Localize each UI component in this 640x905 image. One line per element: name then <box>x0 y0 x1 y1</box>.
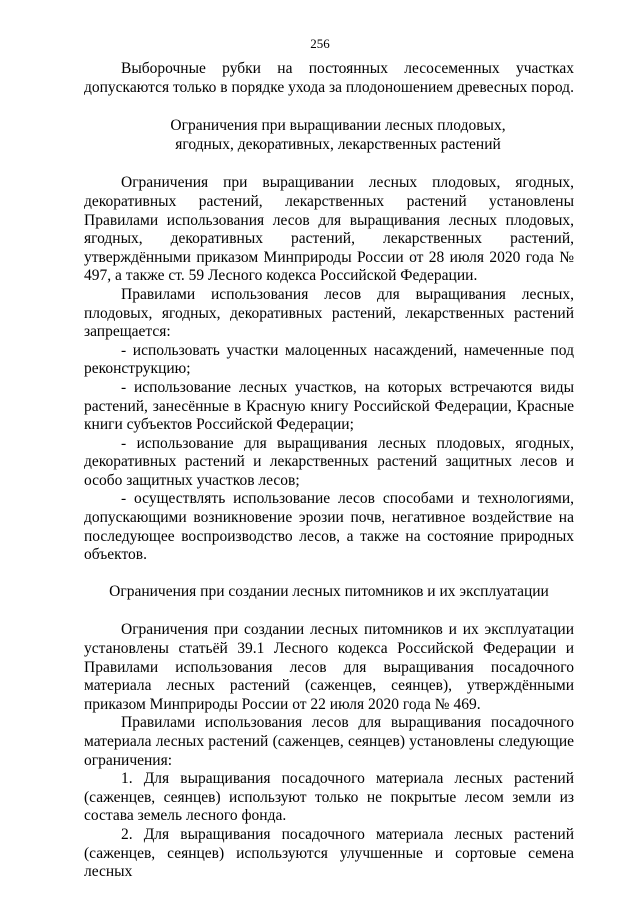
section-heading-nurseries: Ограничения при создании лесных питомников и их эксплуатации <box>109 582 549 600</box>
page-number: 256 <box>310 36 330 51</box>
paragraph: Правилами использования лесов для выращивания лесных, плодовых, ягодных, декоративных растений, лекарственных растений запрещается: <box>84 285 574 341</box>
list-item: - использование лесных участков, на которых встречаются виды растений, занесённые в Красную книгу Российской Федерации, Красные книги субъектов Российской Федерации; <box>84 378 574 434</box>
spacer <box>84 601 574 621</box>
paragraph: Ограничения при выращивании лесных плодовых, ягодных, декоративных растений, лекарственных растений установлены Правилами использования лесов для выращивания лесных плодовых, ягодных, декоративных растений, лекарственных растений, утверждёнными приказом Минприроды России от 28 июля 2020 года № 497, а также ст. 59 Лесного кодекса Российской Федерации. <box>84 174 574 285</box>
spacer <box>84 154 574 174</box>
document-body <box>84 60 574 882</box>
paragraph: Ограничения при создании лесных питомников и их эксплуатации установлены статьёй 39.1 Лесного кодекса Российской Федерации и Правилами использования лесов для выращивания посадочного материала лесных растений (саженцев, сеянцев), утверждёнными приказом Минприроды России от 22 июля 2020 года № 469. <box>84 621 574 713</box>
intro-paragraph: Выборочные рубки на постоянных лесосеменных участках допускаются только в порядке ухода за плодоношением древесных пород. <box>84 60 574 96</box>
paragraph: Правилами использования лесов для выращивания посадочного материала лесных растений (саженцев, сеянцев) установлены следующие ограничения: <box>84 714 574 769</box>
spacer <box>84 565 574 583</box>
section-heading-fruit-plants: Ограничения при выращивании лесных плодовых, ягодных, декоративных, лекарственных растений <box>170 117 506 153</box>
list-item: - использование для выращивания лесных плодовых, ягодных, декоративных растений и лекарственных растений защитных лесов и особо защитных участков лесов; <box>84 434 574 489</box>
list-item: - использовать участки малоценных насаждений, намеченные под реконструкцию; <box>84 341 574 378</box>
list-item: - осуществлять использование лесов способами и технологиями, допускающими возникновение эрозии почв, негативное воздействие на последующее воспроизводство лесов, а также на состояние природных объектов. <box>84 490 574 564</box>
list-item: 2. Для выращивания посадочного материала лесных растений (саженцев, сеянцев) используются улучшенные и сортовые семена лесных <box>84 825 574 881</box>
spacer <box>84 97 574 117</box>
list-item: 1. Для выращивания посадочного материала лесных растений (саженцев, сеянцев) используют только не покрытые лесом земли из состава земель лесного фонда. <box>84 770 574 825</box>
